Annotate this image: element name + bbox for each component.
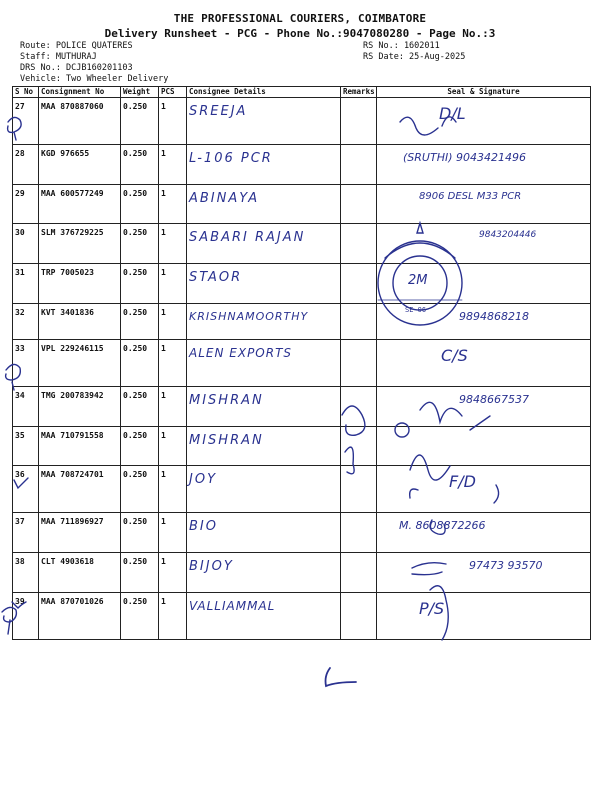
- signature-handwriting: 9894868218: [459, 309, 529, 323]
- remarks-cell: [341, 426, 377, 466]
- consignee-cell: [187, 144, 341, 184]
- pcs-cell: 1: [159, 184, 187, 224]
- sno-cell: 31: [13, 264, 39, 304]
- pcs-cell: 1: [159, 264, 187, 304]
- consignee-handwriting: ALEN EXPORTS: [189, 346, 293, 361]
- consignee-handwriting: MISHRAN: [189, 432, 264, 448]
- weight-cell: 0.250: [121, 98, 159, 145]
- remarks-cell: [341, 264, 377, 304]
- consignee-handwriting: SREEJA: [189, 104, 248, 119]
- signature-handwriting: F/D: [449, 472, 476, 492]
- pcs-cell: 1: [159, 144, 187, 184]
- weight-cell: 0.250: [121, 264, 159, 304]
- signature-handwriting: 8906 DESL M33 PCR: [419, 190, 522, 202]
- remarks-cell: [341, 144, 377, 184]
- table-row: [13, 553, 591, 593]
- seal-center-text: 2M: [408, 273, 428, 288]
- signature-cell: [377, 340, 591, 387]
- table-row: [13, 264, 591, 304]
- column-header: Seal & Signature: [377, 87, 591, 98]
- sno-cell: 39: [13, 592, 39, 639]
- weight-cell: 0.250: [121, 303, 159, 339]
- remarks-cell: [341, 303, 377, 339]
- signature-handwriting: 9848667537: [459, 393, 529, 406]
- signature-cell: [377, 513, 591, 553]
- consignment-cell: SLM 376729225: [39, 224, 121, 264]
- pcs-cell: 1: [159, 98, 187, 145]
- weight-cell: 0.250: [121, 513, 159, 553]
- sno-cell: 36: [13, 466, 39, 513]
- route-label: Route: POLICE QUATERES: [20, 41, 133, 51]
- signature-cell: [377, 387, 591, 427]
- pcs-cell: 1: [159, 387, 187, 427]
- pcs-cell: 1: [159, 340, 187, 387]
- consignee-cell: [187, 340, 341, 387]
- consignment-cell: TRP 7005023: [39, 264, 121, 304]
- staff-label: Staff: MUTHURAJ: [20, 52, 97, 62]
- signature-cell: [377, 184, 591, 224]
- remarks-cell: [341, 224, 377, 264]
- table-row: [13, 303, 591, 339]
- pcs-cell: 1: [159, 513, 187, 553]
- consignee-handwriting: L-106 PCR: [189, 150, 273, 166]
- consignee-cell: [187, 303, 341, 339]
- pcs-cell: 1: [159, 592, 187, 639]
- weight-cell: 0.250: [121, 387, 159, 427]
- remarks-cell: [341, 387, 377, 427]
- vehicle-label: Vehicle: Two Wheeler Delivery: [20, 74, 169, 84]
- table-row: [13, 466, 591, 513]
- weight-cell: 0.250: [121, 426, 159, 466]
- consignee-handwriting: JOY: [189, 472, 218, 488]
- sno-cell: 27: [13, 98, 39, 145]
- consignee-cell: [187, 98, 341, 145]
- pcs-cell: 1: [159, 224, 187, 264]
- table-row: [13, 513, 591, 553]
- remarks-cell: [341, 184, 377, 224]
- consignee-cell: [187, 264, 341, 304]
- consignment-cell: MAA 870887060: [39, 98, 121, 145]
- signature-cell: [377, 466, 591, 513]
- company-title: THE PROFESSIONAL COURIERS, COIMBATORE: [173, 12, 427, 25]
- table-row: [13, 592, 591, 639]
- column-header: S No: [13, 87, 39, 98]
- sno-cell: 32: [13, 303, 39, 339]
- runsheet-subtitle: Delivery Runsheet - PCG - Phone No.:9047080280 - Page No.:3: [104, 27, 496, 40]
- consignee-handwriting: VALLIAMMAL: [189, 598, 276, 613]
- consignment-cell: TMG 200783942: [39, 387, 121, 427]
- consignee-cell: [187, 553, 341, 593]
- sno-cell: 33: [13, 340, 39, 387]
- rs-number: RS No.: 1602011: [363, 41, 440, 51]
- signature-handwriting: P/S: [419, 598, 445, 618]
- weight-cell: 0.250: [121, 184, 159, 224]
- consignee-handwriting: BIJOY: [189, 559, 234, 575]
- table-row: [13, 340, 591, 387]
- consignee-handwriting: BIO: [189, 519, 218, 535]
- signature-handwriting: D/L: [439, 104, 466, 123]
- weight-cell: 0.250: [121, 224, 159, 264]
- signature-cell: [377, 426, 591, 466]
- scribble-icon: [326, 668, 357, 686]
- weight-cell: 0.250: [121, 466, 159, 513]
- column-header: Weight: [121, 87, 159, 98]
- remarks-cell: [341, 513, 377, 553]
- consignee-handwriting: ABINAYA: [189, 190, 260, 206]
- sno-cell: 34: [13, 387, 39, 427]
- sno-cell: 35: [13, 426, 39, 466]
- consignee-handwriting: SABARI RAJAN: [189, 230, 306, 246]
- signature-handwriting: M. 8608872266: [399, 519, 486, 533]
- sno-cell: 37: [13, 513, 39, 553]
- consignee-cell: [187, 592, 341, 639]
- consignment-cell: KVT 3401836: [39, 303, 121, 339]
- consignment-cell: KGD 976655: [39, 144, 121, 184]
- signature-cell: [377, 144, 591, 184]
- weight-cell: 0.250: [121, 144, 159, 184]
- signature-cell: [377, 224, 591, 264]
- consignee-cell: [187, 513, 341, 553]
- remarks-cell: [341, 340, 377, 387]
- table-row: [13, 426, 591, 466]
- signature-handwriting: (SRUTHI) 9043421496: [403, 150, 526, 164]
- pcs-cell: 1: [159, 466, 187, 513]
- weight-cell: 0.250: [121, 592, 159, 639]
- sno-cell: 28: [13, 144, 39, 184]
- column-header: PCS: [159, 87, 187, 98]
- signature-handwriting: 97473 93570: [469, 559, 543, 573]
- column-header: Remarks: [341, 87, 377, 98]
- signature-cell: [377, 98, 591, 145]
- pcs-cell: 1: [159, 553, 187, 593]
- remarks-cell: [341, 466, 377, 513]
- table-header-row: [13, 87, 591, 98]
- signature-cell: [377, 592, 591, 639]
- pcs-cell: 1: [159, 303, 187, 339]
- sno-cell: 29: [13, 184, 39, 224]
- consignee-cell: [187, 466, 341, 513]
- consignee-handwriting: STAOR: [189, 270, 243, 286]
- consignment-cell: MAA 708724701: [39, 466, 121, 513]
- column-header: Consignment No: [39, 87, 121, 98]
- remarks-cell: [341, 592, 377, 639]
- consignment-cell: MAA 711896927: [39, 513, 121, 553]
- consignment-cell: VPL 229246115: [39, 340, 121, 387]
- signature-cell: [377, 553, 591, 593]
- consignment-cell: CLT 4903618: [39, 553, 121, 593]
- consignee-cell: [187, 387, 341, 427]
- remarks-cell: [341, 98, 377, 145]
- table-row: [13, 184, 591, 224]
- column-header: Consignee Details: [187, 87, 341, 98]
- consignment-cell: MAA 870701026: [39, 592, 121, 639]
- table-row: [13, 224, 591, 264]
- consignee-handwriting: MISHRAN: [189, 393, 264, 408]
- table-row: [13, 387, 591, 427]
- weight-cell: 0.250: [121, 340, 159, 387]
- consignee-cell: [187, 426, 341, 466]
- table-row: [13, 144, 591, 184]
- drs-number: DRS No.: DCJB160201103: [20, 63, 133, 73]
- consignee-handwriting: KRISHNAMOORTHY: [189, 309, 309, 323]
- seal-bottom-text: SE 06: [405, 306, 427, 314]
- table-row: [13, 98, 591, 145]
- sno-cell: 38: [13, 553, 39, 593]
- consignment-cell: MAA 710791558: [39, 426, 121, 466]
- remarks-cell: [341, 553, 377, 593]
- runsheet-table: [12, 86, 591, 640]
- pcs-cell: 1: [159, 426, 187, 466]
- rs-date: RS Date: 25-Aug-2025: [363, 52, 466, 62]
- sno-cell: 30: [13, 224, 39, 264]
- weight-cell: 0.250: [121, 553, 159, 593]
- consignee-cell: [187, 184, 341, 224]
- signature-handwriting: 9843204446: [479, 230, 537, 241]
- consignee-cell: [187, 224, 341, 264]
- consignment-cell: MAA 600577249: [39, 184, 121, 224]
- signature-handwriting: C/S: [441, 346, 468, 366]
